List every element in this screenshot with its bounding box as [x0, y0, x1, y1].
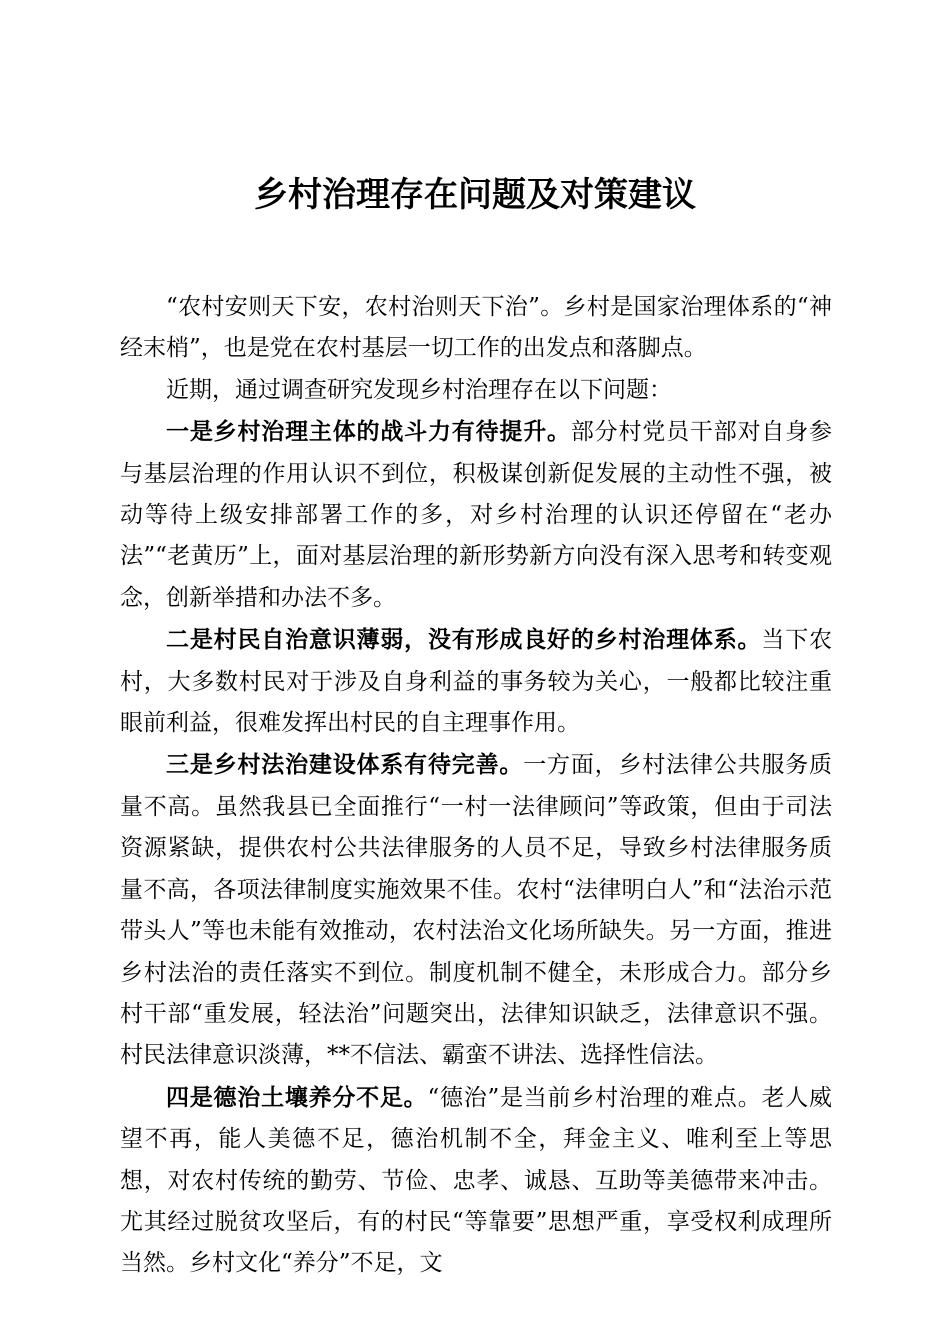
paragraph-issue-1: [120, 411, 832, 619]
paragraph-lead: 一是乡村治理主体的战斗力有待提升。: [166, 418, 571, 446]
paragraph-issue-3: [120, 744, 832, 1076]
paragraph-lead: 四是德治土壤养分不足。: [166, 1083, 428, 1111]
paragraph-issue-2: [120, 619, 832, 744]
paragraph-intro: [120, 287, 832, 370]
paragraph-lead: 三是乡村法治建设体系有待完善。: [166, 751, 524, 779]
document-body: [120, 287, 832, 1285]
paragraph-issue-4: [120, 1077, 832, 1285]
paragraph-text: 近期，通过调查研究发现乡村治理存在以下问题：: [166, 376, 672, 403]
paragraph-lead: 二是村民自治意识薄弱，没有形成良好的乡村治理体系。: [166, 626, 762, 654]
paragraph-survey: [120, 370, 832, 411]
document-title: 乡村治理存在问题及对策建议: [254, 175, 696, 215]
paragraph-text: 部分村党员干部对自身参与基层治理的作用认识不到位，积极谋创新促发展的主动性不强，被动等待上级安排部署工作的多，对乡村治理的认识还停留在“老办法”“老黄历”上，面对基层治理的新形势新方向没有深入思考和转变观念，创新举措和办法不多。: [120, 419, 833, 611]
paragraph-text: 一方面，乡村法律公共服务质量不高。虽然我县已全面推行“一村一法律顾问”等政策，但由于司法资源紧缺，提供农村公共法律服务的人员不足，导致乡村法律服务质量不高，各项法律制度实施效果不佳。农村“法律明白人”和“法治示范带头人”等也未能有效推动，农村法治文化场所缺失。另一方面，推进乡村法治的责任落实不到位。制度机制不健全，未形成合力。部分乡村干部“重发展，轻法治”问题突出，法律知识缺乏，法律意识不强。村民法律意识淡薄，**不信法、霸蛮不讲法、选择性信法。: [120, 752, 833, 1069]
paragraph-text: “德治”是当前乡村治理的难点。老人威望不再，能人美德不足，德治机制不全，拜金主义、唯利至上等思想，对农村传统的勤劳、节俭、忠孝、诚恳、互助等美德带来冲击。尤其经过脱贫攻坚后，有的村民“等靠要”思想严重，享受权利成理所当然。乡村文化“养分”不足，文: [120, 1084, 832, 1277]
paragraph-text: “农村安则天下安，农村治则天下治”。乡村是国家治理体系的“神经末梢”，也是党在农村基层一切工作的出发点和落脚点。: [120, 294, 832, 362]
paragraph-text: 当下农村，大多数村民对于涉及自身利益的事务较为关心，一般都比较注重眼前利益，很难发挥出村民的自主理事作用。: [120, 627, 833, 737]
